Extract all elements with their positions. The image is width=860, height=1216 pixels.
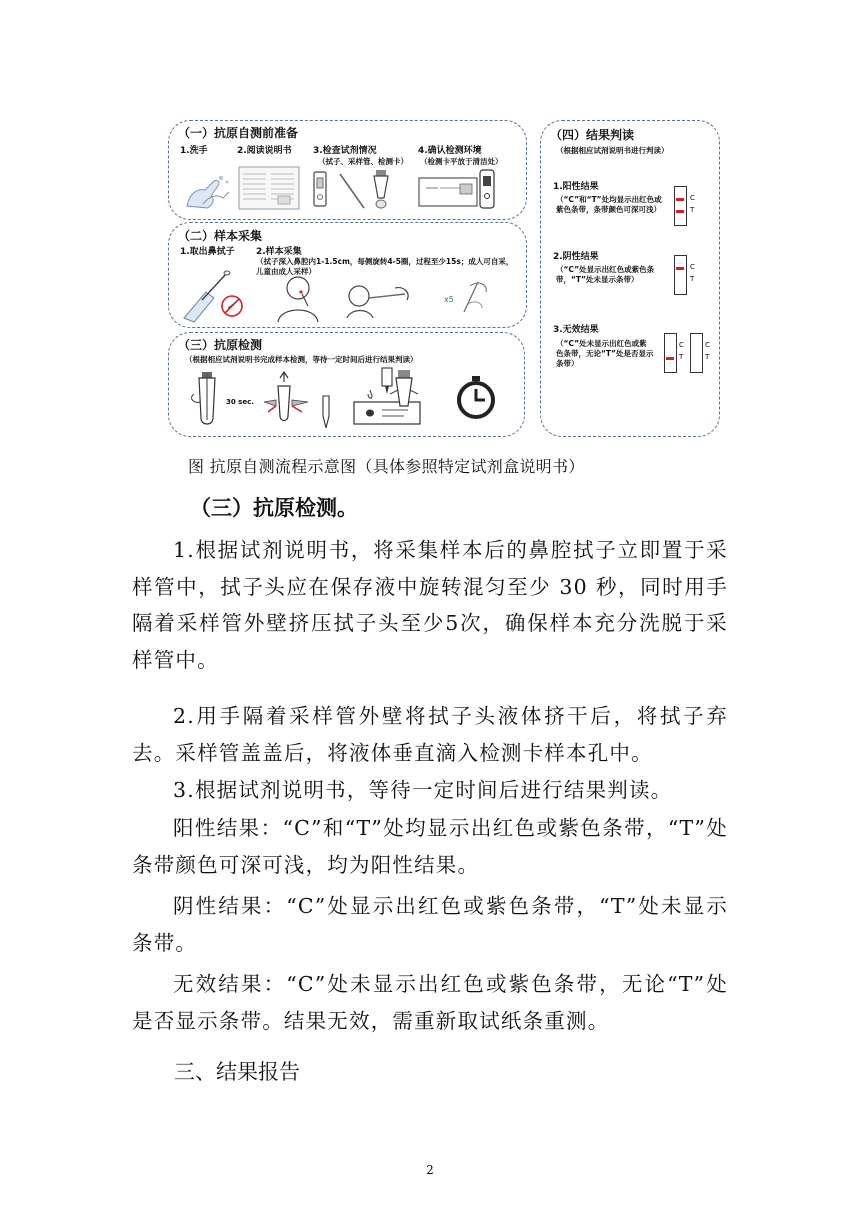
positive-t-band [676,210,684,213]
section-heading: （三）抗原检测。 [190,496,358,520]
invalid-1-c-label: C [679,341,684,349]
test-card-environment-icon [418,166,498,212]
paragraph-negative [132,888,728,961]
step-confirm-env-note: （检测卡平放于清洁处） [420,157,503,166]
squeeze-tube-icon [262,372,310,424]
negative-c-band [676,267,684,270]
invalid-result-title: 3.无效结果 [553,325,599,335]
paragraph-step-2-text: 2.用手隔着采样管外壁将拭子头液体挤干后，将拭子弃去。采样管盖盖后，将液体垂直滴入检测卡样本孔中。 [132,704,728,765]
positive-result-desc: （“C”和“T”处均显示出红色或紫色条带，条带颜色可深可浅） [556,195,662,215]
step-sample-collect: 2.样本采集 [256,247,302,257]
rotation-time: 30 sec. [226,398,254,406]
invalid-test-strip-1 [664,333,677,373]
paragraph-step-3-text: 3.根据试剂说明书，等待一定时间后进行结果判读。 [173,778,673,802]
paragraph-step-1 [132,532,728,678]
result-reading-subtitle: （根据相应试剂说明书进行判读） [556,146,669,155]
antigen-test-note: （根据相应试剂说明书完成样本检测，等待一定时间后进行结果判读） [185,355,418,364]
dropper-icon [318,394,334,430]
invalid-2-c-label: C [705,341,710,349]
paragraph-positive [132,810,728,883]
positive-t-label: T [690,206,695,214]
positive-result-title: 1.阳性结果 [553,182,599,192]
step-check-reagent-note: （拭子、采样管、检测卡） [318,157,408,166]
card-tube-icon [390,368,418,418]
swab-package-icon [180,270,250,322]
positive-c-band [676,198,684,201]
paragraph-step-2 [132,698,728,771]
panel-antigen-test-title: （三）抗原检测 [178,338,263,352]
paragraph-negative-text: 阴性结果：“C”处显示出红色或紫色条带，“T”处未显示条带。 [132,894,728,955]
rotation-count: x5 [444,295,454,304]
panel-sample-collection-title: （二）样本采集 [178,229,263,243]
invalid-t-band [666,357,674,360]
tube-rotation-icon [190,370,224,430]
negative-c-label: C [690,263,695,271]
panel-preparation-title: （一）抗原自测前准备 [178,126,299,140]
next-section-heading: 三、结果报告 [174,1060,300,1084]
sample-collect-note: （拭子深入鼻腔内1-1.5cm，每侧旋转4-5圈，过程至少15s；成人可自采，儿童由成人采样） [256,257,514,277]
step-read-manual: 2.阅读说明书 [237,146,292,156]
person-sampling-icon [272,272,324,322]
timer-icon [456,376,496,420]
positive-c-label: C [690,194,695,202]
negative-test-strip [674,255,687,295]
paragraph-invalid [132,966,728,1039]
step-wash-hands: 1.洗手 [180,146,208,156]
invalid-1-t-label: T [679,353,684,361]
step-confirm-env: 4.确认检测环境 [418,146,482,156]
paragraph-invalid-text: 无效结果：“C”处未显示出红色或紫色条带，无论“T”处是否显示条带。结果无效，需重新取试纸条重测。 [132,972,728,1033]
invalid-test-strip-2 [690,333,703,373]
paragraph-positive-text: 阳性结果：“C”和“T”处均显示出红色或紫色条带，“T”处条带颜色可深可浅，均为阳性结果。 [132,816,728,877]
step-check-reagent: 3.检查试剂情况 [313,146,377,156]
panel-result-reading-title: （四）结果判读 [550,128,635,142]
negative-result-desc: （“C”处显示出红色或紫色条带，“T”处未显示条带） [556,265,655,285]
invalid-2-t-label: T [705,353,710,361]
manual-document-icon [238,166,300,210]
step-take-swab: 1.取出鼻拭子 [180,247,235,257]
paragraph-step-3 [132,772,728,809]
invalid-result-desc: （“C”处未显示出红色或紫色条带，无论“T”处是否显示条带） [556,339,654,369]
page-number: 2 [426,1163,434,1177]
paragraph-step-1-text: 1.根据试剂说明书，将采集样本后的鼻腔拭子立即置于采样管中，拭子头应在保存液中旋转混匀至少 30 秒，同时用手隔着采样管外壁挤压拭子头至少5次，确保样本充分洗脱于采样管中。 [132,538,728,672]
swab-rotate-icon [456,276,496,316]
child-sampling-icon [345,280,415,320]
negative-t-label: T [690,275,695,283]
hands-washing-icon [183,168,233,210]
figure-caption: 图 抗原自测流程示意图（具体参照特定试剂盒说明书） [188,457,585,476]
positive-test-strip [674,186,687,226]
negative-result-title: 2.阴性结果 [553,252,599,262]
reagent-kit-icon [312,168,408,212]
